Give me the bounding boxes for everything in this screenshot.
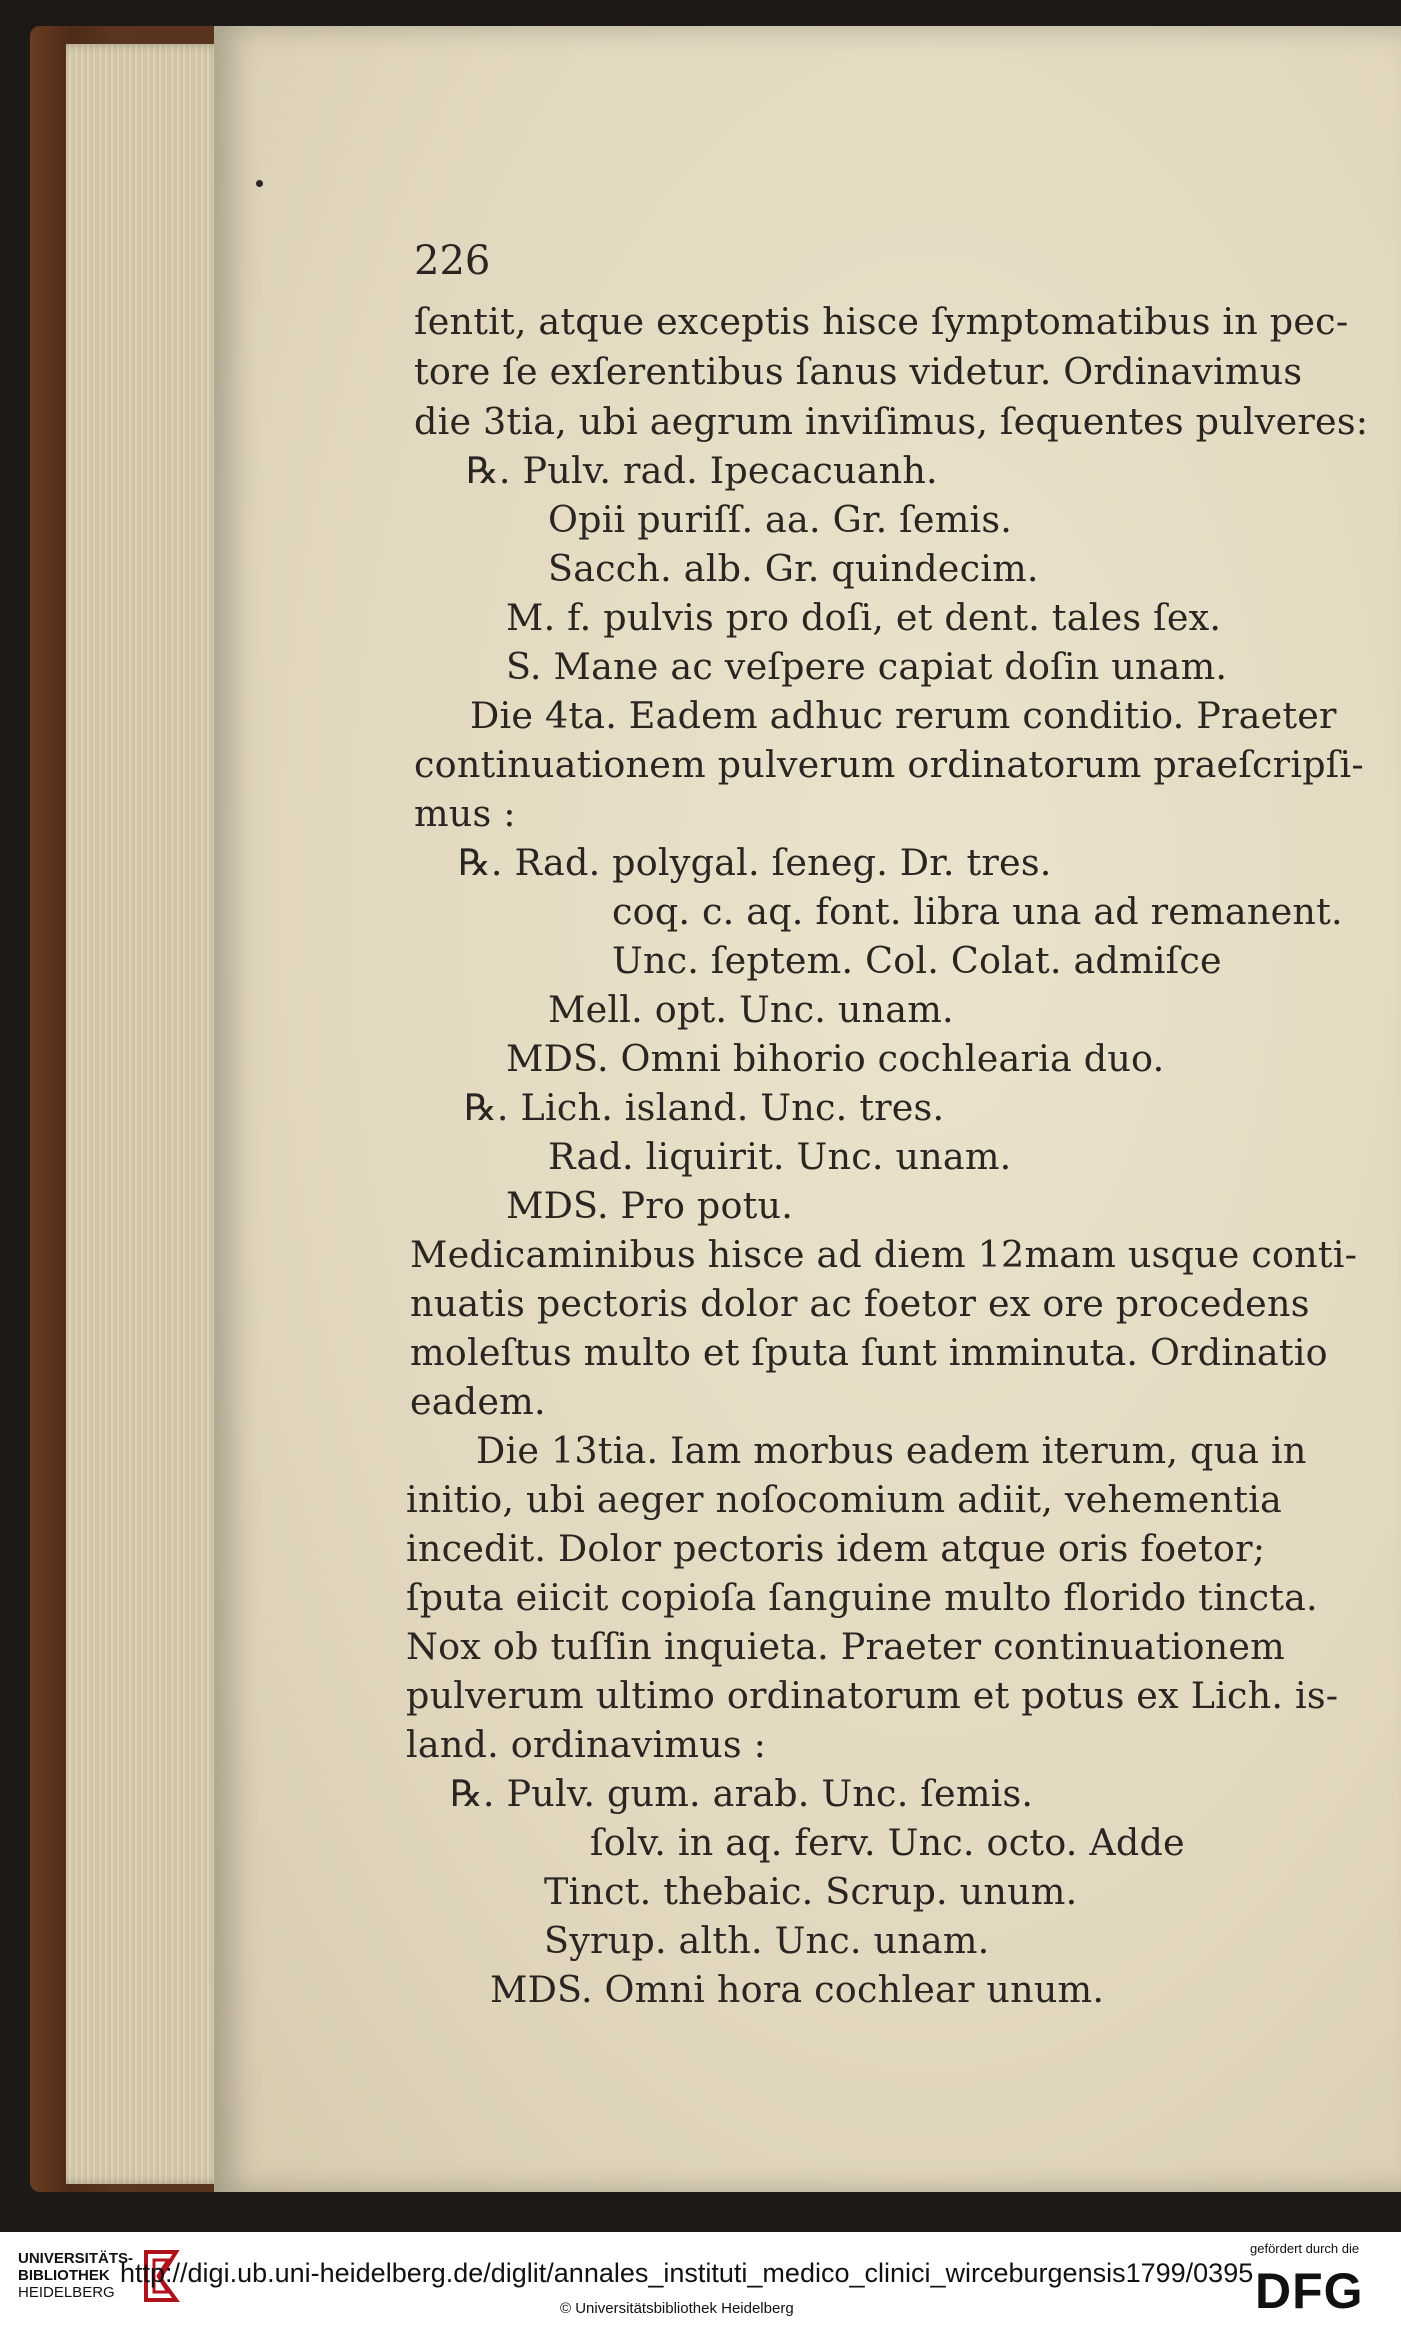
source-url-link[interactable]: http://digi.ub.uni-heidelberg.de/diglit/annales_instituti_medico_clinici_wirceburgensis1799/0395 xyxy=(120,2258,1254,2288)
prescription-line: MDS. Omni hora cochlear unum. xyxy=(490,1968,1105,2011)
ink-dot xyxy=(256,180,263,187)
prescription-line: Rad. liquirit. Unc. unam. xyxy=(548,1135,1012,1178)
text-line: eadem. xyxy=(410,1380,546,1423)
text-line: pulverum ultimo ordinatorum et potus ex Lich. is- xyxy=(406,1674,1339,1717)
prescription-line: ℞. Lich. island. Unc. tres. xyxy=(464,1086,945,1129)
prescription-line: S. Mane ac veſpere capiat doſin unam. xyxy=(506,645,1228,688)
prescription-line: Opii puriſſ. aa. Gr. ſemis. xyxy=(548,498,1013,541)
library-name-line2: BIBLIOTHEK xyxy=(18,2267,110,2284)
prescription-line: ℞. Pulv. rad. Ipecacuanh. xyxy=(466,449,938,492)
text-line: Medicaminibus hisce ad diem 12mam usque conti- xyxy=(410,1233,1358,1276)
page-edges xyxy=(66,44,226,2184)
prescription-line: ſolv. in aq. ferv. Unc. octo. Adde xyxy=(590,1821,1185,1864)
funded-by-label: gefördert durch die xyxy=(1250,2241,1360,2256)
text-line: land. ordinavimus : xyxy=(406,1723,767,1766)
text-line: tore ſe exſerentibus ſanus videtur. Ordinavimus xyxy=(414,350,1303,393)
prescription-line: ℞. Pulv. gum. arab. Unc. ſemis. xyxy=(450,1772,1034,1815)
prescription-line: M. f. pulvis pro doſi, et dent. tales ſex. xyxy=(506,596,1222,639)
prescription-line: MDS. Omni bihorio cochlearia duo. xyxy=(506,1037,1165,1080)
prescription-line: Unc. ſeptem. Col. Colat. admiſce xyxy=(612,939,1222,982)
prescription-line: Sacch. alb. Gr. quindecim. xyxy=(548,547,1039,590)
text-line: incedit. Dolor pectoris idem atque oris foetor; xyxy=(406,1527,1266,1570)
text-line: mus : xyxy=(414,792,516,835)
text-line: moleſtus multo et ſputa ſunt imminuta. Ordinatio xyxy=(410,1331,1328,1374)
prescription-line: MDS. Pro potu. xyxy=(506,1184,794,1227)
library-logo-text xyxy=(18,2250,133,2301)
text-line: Die 4ta. Eadem adhuc rerum conditio. Praeter xyxy=(470,694,1337,737)
text-line: ſentit, atque exceptis hisce ſymptomatibus in pec- xyxy=(414,300,1349,343)
dfg-logo: DFG xyxy=(1255,2263,1364,2319)
text-line: Nox ob tuſſin inquieta. Praeter continuationem xyxy=(406,1625,1285,1668)
text-line: die 3tia, ubi aegrum inviſimus, ſequentes pulveres: xyxy=(414,400,1369,443)
prescription-line: Mell. opt. Unc. unam. xyxy=(548,988,954,1031)
text-line: Die 13tia. Iam morbus eadem iterum, qua in xyxy=(476,1429,1307,1472)
text-line: continuationem pulverum ordinatorum praeſcripſi- xyxy=(414,743,1364,786)
text-line: nuatis pectoris dolor ac foetor ex ore procedens xyxy=(410,1282,1310,1325)
page-number: 226 xyxy=(414,238,491,284)
prescription-line: Syrup. alth. Unc. unam. xyxy=(544,1919,990,1962)
prescription-line: coq. c. aq. font. libra una ad remanent. xyxy=(612,890,1343,933)
text-line: initio, ubi aeger noſocomium adiit, vehementia xyxy=(406,1478,1282,1521)
prescription-line: ℞. Rad. polygal. ſeneg. Dr. tres. xyxy=(458,841,1052,884)
library-name-line3: HEIDELBERG xyxy=(18,2284,115,2301)
prescription-line: Tinct. thebaic. Scrup. unum. xyxy=(544,1870,1078,1913)
library-name-line1: UNIVERSITÄTS- xyxy=(18,2250,134,2267)
text-line: ſputa eiicit copioſa ſanguine multo florido tincta. xyxy=(406,1576,1318,1619)
copyright-text: © Universitätsbibliothek Heidelberg xyxy=(560,2300,794,2317)
